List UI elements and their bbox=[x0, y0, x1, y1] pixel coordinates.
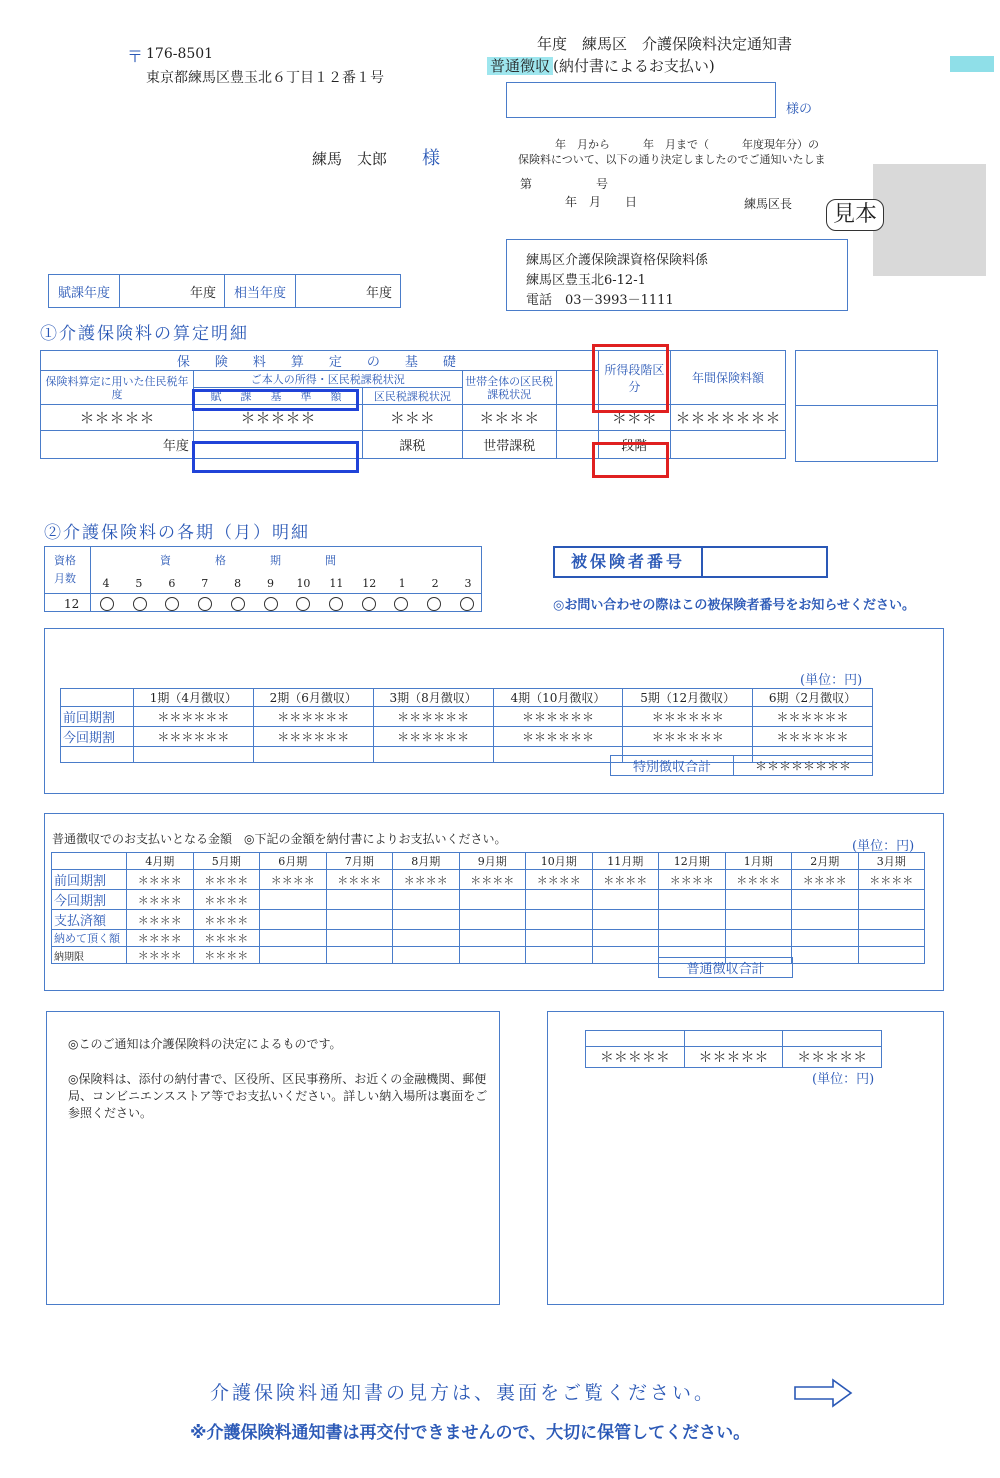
highlight-assess-value bbox=[192, 441, 359, 473]
ordinary-cell bbox=[326, 910, 393, 930]
ordinary-month-header: 5月期 bbox=[193, 853, 260, 870]
highlight-stage-header bbox=[592, 344, 669, 413]
period-header-4: 4期（10月徴収） bbox=[493, 689, 623, 707]
month-number: 1 bbox=[398, 577, 406, 590]
month-circle[interactable] bbox=[165, 597, 179, 611]
ordinary-total-table bbox=[658, 957, 793, 978]
prev-value: ＊＊＊＊＊＊ bbox=[134, 707, 254, 727]
recipient-name: 練馬 太郎 bbox=[312, 150, 388, 168]
result-household-taxed: 世帯課税 bbox=[462, 431, 556, 459]
ordinary-cell bbox=[792, 910, 859, 930]
basis-header: 保 険 料 算 定 の 基 礎 bbox=[41, 351, 599, 371]
ordinary-cell bbox=[659, 930, 726, 947]
summary-value: ＊＊＊＊＊ bbox=[783, 1047, 882, 1068]
ordinary-month-header: 2月期 bbox=[792, 853, 859, 870]
period-header-1: 1期（4月徴収） bbox=[134, 689, 254, 707]
ordinary-cell bbox=[260, 890, 327, 910]
date-line: 年 月 日 bbox=[565, 195, 638, 209]
qual-period-label: 資 格 期 間 bbox=[160, 554, 336, 567]
ordinary-cell: ＊＊＊＊ bbox=[193, 910, 260, 930]
ordinary-cell: ＊＊＊＊ bbox=[792, 870, 859, 890]
month-number: 9 bbox=[267, 577, 275, 590]
result-year: 年度 bbox=[41, 431, 194, 459]
summary-unit: (単位：円) bbox=[812, 1072, 875, 1087]
method-highlight: 普通徴収 bbox=[487, 57, 553, 75]
ordinary-cell bbox=[260, 910, 327, 930]
highlight-assess-header bbox=[192, 389, 359, 411]
ordinary-cell: ＊＊＊＊ bbox=[193, 947, 260, 964]
month-circle[interactable] bbox=[133, 597, 147, 611]
month-circle[interactable] bbox=[100, 597, 114, 611]
ordinary-month-header: 10月期 bbox=[526, 853, 593, 870]
value-stage: ＊＊＊ bbox=[598, 405, 670, 431]
ordinary-cell bbox=[592, 930, 659, 947]
sample-stamp: 見本 bbox=[826, 199, 884, 231]
curr-value: ＊＊＊＊＊＊ bbox=[253, 727, 373, 747]
ordinary-cell bbox=[592, 910, 659, 930]
month-number: 8 bbox=[234, 577, 242, 590]
ordinary-cell bbox=[459, 947, 526, 964]
ordinary-row-label: 今回期割 bbox=[52, 890, 127, 910]
month-circle[interactable] bbox=[264, 597, 278, 611]
ordinary-cell bbox=[393, 947, 460, 964]
ordinary-cell bbox=[725, 910, 792, 930]
seal-area bbox=[873, 164, 986, 276]
month-circle[interactable] bbox=[198, 597, 212, 611]
ordinary-cell bbox=[326, 890, 393, 910]
street-address: 東京都練馬区豊玉北６丁目１２番１号 bbox=[146, 70, 384, 86]
year-table bbox=[48, 274, 401, 308]
corner-mark bbox=[950, 56, 994, 72]
month-number: 5 bbox=[135, 577, 143, 590]
period-header-2: 2期（6月徴収） bbox=[253, 689, 373, 707]
ordinary-cell bbox=[459, 890, 526, 910]
ordinary-cell bbox=[659, 890, 726, 910]
postal-code: 176-8501 bbox=[146, 46, 214, 62]
prev-value: ＊＊＊＊＊＊ bbox=[753, 707, 873, 727]
month-number: 3 bbox=[464, 577, 472, 590]
curr-value: ＊＊＊＊＊＊ bbox=[623, 727, 753, 747]
month-circles bbox=[96, 597, 478, 611]
number-go: 号 bbox=[596, 177, 609, 191]
ordinary-cell bbox=[792, 890, 859, 910]
ordinary-cell bbox=[393, 910, 460, 930]
postal-mark: 〒 bbox=[127, 47, 144, 66]
footer-guide: 介護保険料通知書の見方は、裏面をご覧ください。 bbox=[210, 1382, 717, 1404]
month-circle[interactable] bbox=[362, 597, 376, 611]
annual-fee-header: 年間保険料額 bbox=[671, 351, 786, 405]
note-2: ◎保険料は、添付の納付書で、区役所、区民事務所、お近くの金融機関、郵便局、コンビニエンスストア等でお支払いください。詳しい納入場所は裏面をご参照ください。 bbox=[68, 1072, 488, 1120]
ordinary-cell bbox=[725, 930, 792, 947]
months-label: 月数 bbox=[54, 572, 76, 585]
ordinary-unit: (単位：円) bbox=[852, 839, 915, 854]
ordinary-cell bbox=[858, 890, 925, 910]
ordinary-cell: ＊＊＊＊ bbox=[127, 890, 194, 910]
qual-divider-h bbox=[44, 593, 482, 594]
ordinary-cell bbox=[592, 947, 659, 964]
special-total-table bbox=[610, 755, 873, 776]
section2-title: ②介護保険料の各期（月）明細 bbox=[44, 523, 310, 543]
month-number: 7 bbox=[201, 577, 209, 590]
special-total-label: 特別徴収合計 bbox=[611, 756, 734, 776]
month-number: 2 bbox=[431, 577, 439, 590]
prev-value: ＊＊＊＊＊＊ bbox=[253, 707, 373, 727]
ordinary-cell bbox=[858, 910, 925, 930]
insured-note: ◎お問い合わせの際はこの被保険者番号をお知らせください。 bbox=[553, 598, 915, 613]
curr-value: ＊＊＊＊＊＊ bbox=[753, 727, 873, 747]
ordinary-cell bbox=[326, 930, 393, 947]
name-box bbox=[506, 82, 776, 118]
ordinary-cell bbox=[526, 930, 593, 947]
ordinary-cell bbox=[393, 930, 460, 947]
value-household: ＊＊＊＊ bbox=[462, 405, 556, 431]
ordinary-cell: ＊＊＊＊ bbox=[127, 910, 194, 930]
equiv-year-label: 相当年度 bbox=[225, 275, 296, 308]
insured-number-label: 被保険者番号 bbox=[555, 548, 703, 576]
ordinary-cell bbox=[725, 890, 792, 910]
ordinary-cell: ＊＊＊＊ bbox=[659, 870, 726, 890]
value-tax-year: ＊＊＊＊＊ bbox=[41, 405, 194, 431]
side-box bbox=[795, 350, 938, 462]
ordinary-cell: ＊＊＊＊ bbox=[858, 870, 925, 890]
ordinary-cell bbox=[526, 910, 593, 930]
month-number: 12 bbox=[362, 577, 377, 590]
footer-warning: ※介護保険料通知書は再交付できませんので、大切に保管してください。 bbox=[190, 1423, 751, 1443]
value-assess-base: ＊＊＊＊＊ bbox=[193, 405, 362, 431]
row-prev-label: 前回期割 bbox=[61, 707, 134, 727]
period-header-6: 6期（2月徴収） bbox=[753, 689, 873, 707]
curr-value: ＊＊＊＊＊＊ bbox=[493, 727, 623, 747]
arrow-right-icon bbox=[793, 1378, 855, 1408]
own-income-header: ご本人の所得・区民税課税状況 bbox=[193, 371, 462, 388]
recipient-honorific: 様 bbox=[422, 148, 440, 169]
tax-year-value: 年度 bbox=[120, 275, 225, 308]
ordinary-cell: ＊＊＊＊ bbox=[193, 930, 260, 947]
month-number: 11 bbox=[329, 577, 344, 590]
ordinary-month-header: 9月期 bbox=[459, 853, 526, 870]
equiv-year-value: 年度 bbox=[296, 275, 401, 308]
period-line: 年 月から 年 月まで（ 年度現年分）の bbox=[555, 138, 819, 151]
prev-value: ＊＊＊＊＊＊ bbox=[373, 707, 493, 727]
value-annual: ＊＊＊＊＊＊＊ bbox=[671, 405, 786, 431]
ordinary-cell: ＊＊＊＊ bbox=[526, 870, 593, 890]
month-number: 6 bbox=[168, 577, 176, 590]
calc-table bbox=[40, 350, 786, 459]
special-table bbox=[60, 688, 873, 763]
section1-title: ①介護保険料の算定明細 bbox=[40, 324, 249, 344]
month-circle[interactable] bbox=[231, 597, 245, 611]
office-address: 練馬区豊玉北6-12-1 bbox=[526, 273, 646, 288]
highlight-stage-value bbox=[592, 442, 669, 478]
signer: 練馬区長 bbox=[744, 197, 793, 211]
result-stage: 段階 bbox=[598, 431, 670, 459]
tax-year-header: 保険料算定に用いた住民税年度 bbox=[41, 371, 194, 405]
month-circle[interactable] bbox=[329, 597, 343, 611]
ordinary-month-header: 3月期 bbox=[858, 853, 925, 870]
ordinary-cell bbox=[659, 910, 726, 930]
ordinary-cell bbox=[326, 947, 393, 964]
prev-value: ＊＊＊＊＊＊ bbox=[493, 707, 623, 727]
month-numbers bbox=[96, 577, 478, 590]
number-dai: 第 bbox=[520, 177, 533, 191]
ordinary-month-header: 1月期 bbox=[725, 853, 792, 870]
special-unit: (単位：円) bbox=[800, 673, 863, 688]
ordinary-cell: ＊＊＊＊ bbox=[127, 930, 194, 947]
qual-label: 資格 bbox=[54, 554, 76, 567]
ordinary-cell bbox=[526, 890, 593, 910]
ordinary-month-header: 7月期 bbox=[326, 853, 393, 870]
ordinary-cell bbox=[459, 930, 526, 947]
notes-box bbox=[46, 1011, 500, 1305]
household-header: 世帯全体の区民税課税状況 bbox=[462, 371, 556, 405]
ordinary-cell: ＊＊＊＊ bbox=[260, 870, 327, 890]
ordinary-table bbox=[51, 852, 925, 964]
side-box-divider bbox=[795, 405, 938, 406]
ordinary-heading: 普通徴収でのお支払いとなる金額 ◎下記の金額を納付書によりお支払いください。 bbox=[52, 832, 507, 846]
ordinary-row-label: 納めて頂く額 bbox=[52, 930, 127, 947]
office-phone: 電話 03－3993－1111 bbox=[526, 293, 674, 308]
month-count: 12 bbox=[64, 597, 80, 611]
ordinary-cell bbox=[526, 947, 593, 964]
ordinary-cell: ＊＊＊＊ bbox=[393, 870, 460, 890]
prev-value: ＊＊＊＊＊＊ bbox=[623, 707, 753, 727]
period-header-3: 3期（8月徴収） bbox=[373, 689, 493, 707]
ordinary-cell bbox=[592, 890, 659, 910]
curr-value: ＊＊＊＊＊＊ bbox=[134, 727, 254, 747]
notice-title: 年度 練馬区 介護保険料決定通知書 bbox=[537, 35, 793, 53]
period-header-5: 5期（12月徴収） bbox=[623, 689, 753, 707]
ordinary-cell: ＊＊＊＊ bbox=[592, 870, 659, 890]
method-detail: (納付書によるお支払い) bbox=[553, 57, 715, 75]
decision-line: 保険料について、以下の通り決定しましたのでご通知いたしま bbox=[518, 153, 826, 166]
tax-year-label: 賦課年度 bbox=[49, 275, 120, 308]
ordinary-cell bbox=[393, 890, 460, 910]
ordinary-cell: ＊＊＊＊ bbox=[127, 870, 194, 890]
note-1: ◎このご通知は介護保険料の決定によるものです。 bbox=[68, 1037, 342, 1051]
ordinary-month-header: 6月期 bbox=[260, 853, 327, 870]
ordinary-row-label: 前回期割 bbox=[52, 870, 127, 890]
ordinary-cell bbox=[858, 930, 925, 947]
ordinary-cell: ＊＊＊＊ bbox=[326, 870, 393, 890]
ordinary-cell: ＊＊＊＊ bbox=[127, 947, 194, 964]
summary-value: ＊＊＊＊＊ bbox=[586, 1047, 685, 1068]
ordinary-cell: ＊＊＊＊ bbox=[459, 870, 526, 890]
ordinary-month-header: 8月期 bbox=[393, 853, 460, 870]
ordinary-month-header: 12月期 bbox=[659, 853, 726, 870]
month-number: 10 bbox=[296, 577, 311, 590]
collection-method bbox=[487, 55, 715, 76]
ordinary-row-label: 納期限 bbox=[52, 947, 127, 964]
ordinary-cell bbox=[260, 947, 327, 964]
ordinary-cell: ＊＊＊＊ bbox=[193, 870, 260, 890]
sama-no-label: 様の bbox=[786, 102, 813, 117]
summary-table bbox=[585, 1030, 882, 1068]
special-total-value: ＊＊＊＊＊＊＊＊ bbox=[734, 756, 873, 776]
ordinary-cell bbox=[459, 910, 526, 930]
result-taxed: 課税 bbox=[363, 431, 463, 459]
value-tax-status: ＊＊＊ bbox=[363, 405, 463, 431]
ordinary-cell bbox=[858, 947, 925, 964]
ordinary-cell bbox=[792, 947, 859, 964]
ordinary-total-label: 普通徴収合計 bbox=[659, 958, 793, 978]
assess-base-header: 賦 課 基 準 額 bbox=[193, 388, 362, 405]
office-name: 練馬区介護保険課資格保険料係 bbox=[526, 253, 709, 268]
ordinary-month-header: 4月期 bbox=[127, 853, 194, 870]
ordinary-cell bbox=[260, 930, 327, 947]
ordinary-month-header: 11月期 bbox=[592, 853, 659, 870]
qual-divider-v bbox=[90, 546, 91, 612]
month-circle[interactable] bbox=[296, 597, 310, 611]
month-circle[interactable] bbox=[394, 597, 408, 611]
curr-value: ＊＊＊＊＊＊ bbox=[373, 727, 493, 747]
month-number: 4 bbox=[102, 577, 110, 590]
ordinary-cell: ＊＊＊＊ bbox=[193, 890, 260, 910]
summary-value: ＊＊＊＊＊ bbox=[684, 1047, 783, 1068]
ordinary-cell: ＊＊＊＊ bbox=[725, 870, 792, 890]
month-circle[interactable] bbox=[460, 597, 474, 611]
month-circle[interactable] bbox=[427, 597, 441, 611]
ordinary-row-label: 支払済額 bbox=[52, 910, 127, 930]
row-curr-label: 今回期割 bbox=[61, 727, 134, 747]
ordinary-cell bbox=[792, 930, 859, 947]
insured-number-box bbox=[553, 546, 828, 578]
tax-status-header: 区民税課税状況 bbox=[363, 388, 463, 405]
income-stage-header: 所得段階区分 bbox=[598, 351, 670, 405]
